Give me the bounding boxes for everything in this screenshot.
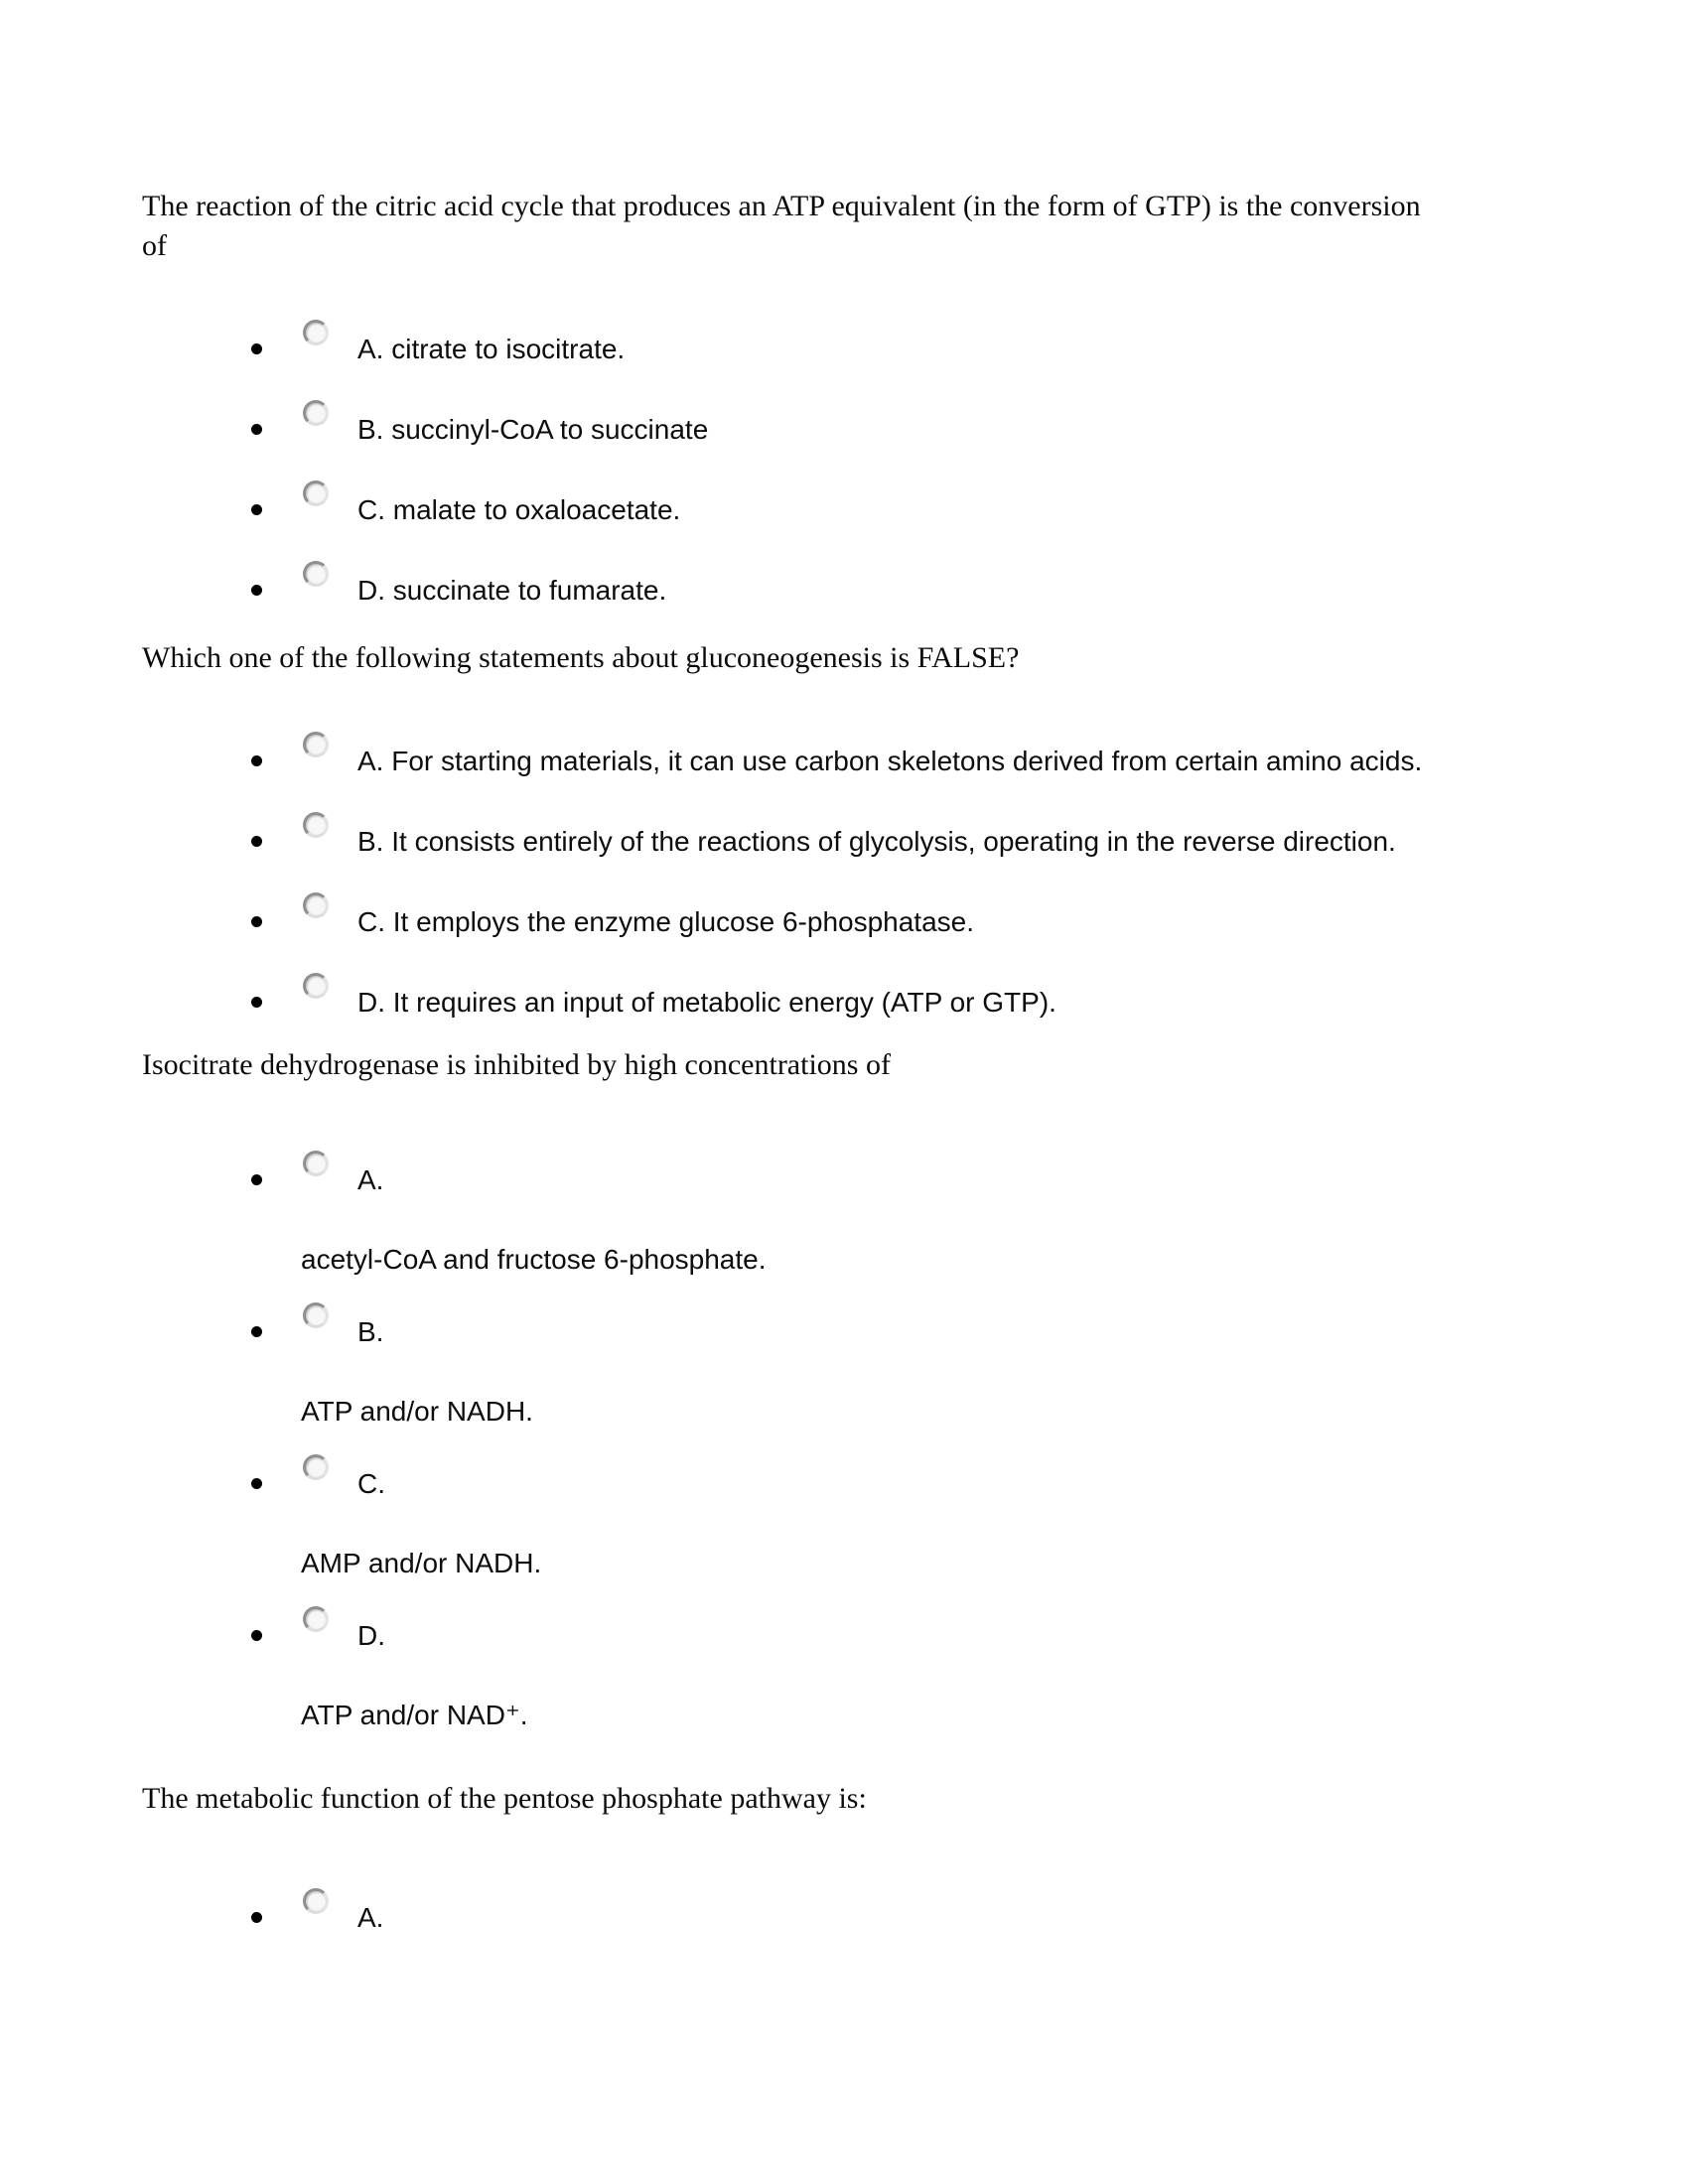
option-detail: ATP and/or NAD⁺. <box>301 1700 528 1730</box>
list-bullet-icon <box>251 916 262 927</box>
option-detail: AMP and/or NADH. <box>301 1548 542 1578</box>
list-bullet-icon <box>251 504 262 515</box>
radio-button[interactable] <box>303 1606 329 1632</box>
option-label[interactable]: B. succinyl-CoA to succinate <box>357 414 709 445</box>
radio-button[interactable] <box>303 732 329 757</box>
list-bullet-icon <box>251 1478 262 1489</box>
list-bullet-icon <box>251 836 262 847</box>
radio-button[interactable] <box>303 1151 329 1176</box>
list-bullet-icon <box>251 997 262 1008</box>
option-label[interactable]: B. It consists entirely of the reactions of glycolysis, operating in the reverse direction. <box>357 826 1396 857</box>
question-options <box>251 1162 1688 1733</box>
question-options <box>251 332 1688 609</box>
list-bullet-icon <box>251 343 262 354</box>
answer-option <box>251 332 1688 367</box>
list-bullet-icon <box>251 1326 262 1337</box>
radio-button[interactable] <box>303 1454 329 1480</box>
answer-option <box>251 904 1688 940</box>
radio-button[interactable] <box>303 320 329 345</box>
answer-option <box>251 1314 1688 1430</box>
option-label[interactable]: A. <box>357 1164 384 1195</box>
option-label[interactable]: A. citrate to isocitrate. <box>357 334 626 364</box>
answer-option <box>251 1162 1688 1278</box>
list-bullet-icon <box>251 1174 262 1185</box>
option-detail: acetyl-CoA and fructose 6-phosphate. <box>301 1244 767 1275</box>
option-label[interactable]: D. It requires an input of metabolic energy (ATP or GTP). <box>357 987 1056 1018</box>
list-bullet-icon <box>251 1912 262 1923</box>
option-label[interactable]: A. <box>357 1902 384 1933</box>
list-bullet-icon <box>251 755 262 766</box>
option-label[interactable]: B. <box>357 1316 384 1347</box>
answer-option <box>251 1900 1688 1936</box>
option-label[interactable]: C. It employs the enzyme glucose 6-phosphatase. <box>357 906 975 937</box>
answer-option <box>251 492 1688 528</box>
list-bullet-icon <box>251 585 262 596</box>
question-text: Isocitrate dehydrogenase is inhibited by high concentrations of <box>142 1048 891 1081</box>
option-label[interactable]: D. succinate to fumarate. <box>357 575 667 606</box>
option-label[interactable]: C. malate to oxaloacetate. <box>357 494 681 525</box>
answer-option <box>251 573 1688 609</box>
answer-option <box>251 1618 1688 1733</box>
question-text: The reaction of the citric acid cycle that produces an ATP equivalent (in the form of GTP) is the conversion of <box>142 190 1421 262</box>
option-label[interactable]: C. <box>357 1468 385 1499</box>
option-detail: ATP and/or NADH. <box>301 1396 533 1427</box>
question-options <box>251 1900 1688 1936</box>
list-bullet-icon <box>251 424 262 435</box>
radio-button[interactable] <box>303 892 329 918</box>
radio-button[interactable] <box>303 480 329 506</box>
radio-button[interactable] <box>303 561 329 587</box>
radio-button[interactable] <box>303 1888 329 1914</box>
radio-button[interactable] <box>303 400 329 426</box>
question-text: The metabolic function of the pentose phosphate pathway is: <box>142 1782 867 1815</box>
answer-option <box>251 1466 1688 1581</box>
radio-button[interactable] <box>303 973 329 999</box>
option-label[interactable]: A. For starting materials, it can use carbon skeletons derived from certain amino acids. <box>357 746 1423 776</box>
list-bullet-icon <box>251 1630 262 1641</box>
answer-option <box>251 985 1688 1021</box>
radio-button[interactable] <box>303 812 329 838</box>
question-text: Which one of the following statements about gluconeogenesis is FALSE? <box>142 641 1020 674</box>
answer-option <box>251 744 1688 779</box>
answer-option <box>251 412 1688 448</box>
question-options <box>251 744 1688 1021</box>
answer-option <box>251 824 1688 860</box>
option-label[interactable]: D. <box>357 1620 385 1651</box>
radio-button[interactable] <box>303 1302 329 1328</box>
